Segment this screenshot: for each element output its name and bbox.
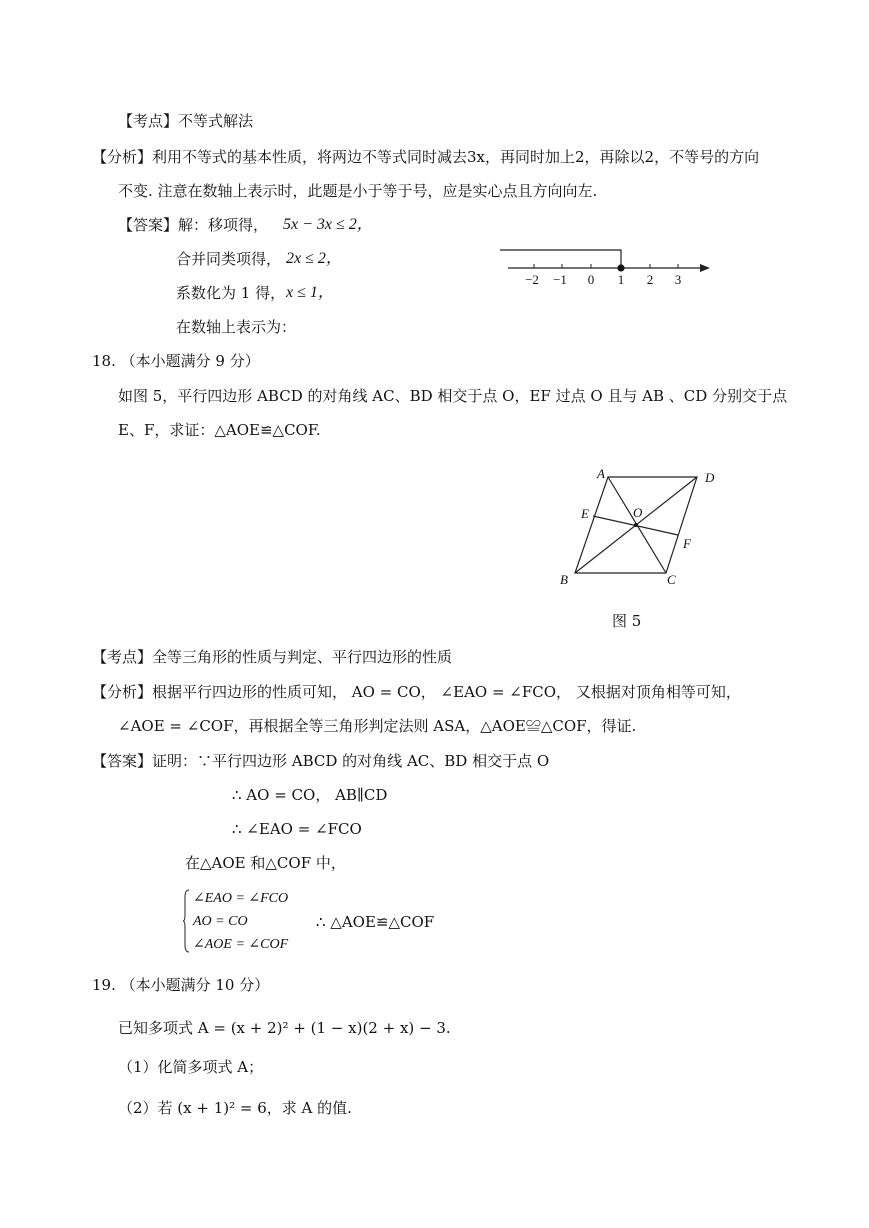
s18-answer-line2: ∴ AO = CO， AB∥CD [232, 786, 388, 804]
system-condition-2: AO = CO [193, 914, 248, 929]
s17-answer-label: 【答案】解：移项得， [118, 216, 269, 234]
tick-label: 3 [674, 272, 682, 287]
label-c: C [667, 572, 676, 587]
tick-label: 1 [617, 272, 625, 287]
label-f: F [683, 536, 691, 551]
label-b: B [560, 572, 568, 587]
s18-answer-line1: 【答案】证明：∵平行四边形 ABCD 的对角线 AC、BD 相交于点 O [92, 752, 550, 770]
point-o-marker [634, 523, 638, 527]
tick-label: 0 [587, 272, 595, 287]
s17-step3-label: 系数化为 1 得， [176, 284, 286, 302]
tick-label: 2 [646, 272, 654, 287]
label-d: D [705, 470, 715, 485]
arrow-right-icon [700, 264, 710, 272]
s18-fenxi-line1: 【分析】根据平行四边形的性质可知， AO = CO， ∠EAO = ∠FCO， 又根据对顶角相等可知， [92, 683, 741, 701]
s17-equation-3: x ≤ 1， [286, 284, 334, 301]
label-a: A [597, 466, 605, 481]
s17-kaodian: 【考点】不等式解法 [118, 112, 254, 130]
label-o: O [633, 505, 643, 520]
tick-label: −2 [525, 272, 539, 287]
system-condition-1: ∠EAO = ∠FCO [193, 891, 289, 906]
label-e: E [581, 506, 589, 521]
s17-step4: 在数轴上表示为： [176, 318, 297, 336]
solid-point-marker [617, 264, 624, 271]
s19-problem: 已知多项式 A = (x + 2)² + (1 − x)(2 + x) − 3. [118, 1019, 451, 1037]
s18-kaodian: 【考点】全等三角形的性质与判定、平行四边形的性质 [92, 648, 453, 666]
s18-conclusion: ∴ △AOE≌△COF [316, 913, 435, 931]
figure-caption: 图 5 [612, 612, 642, 630]
system-condition-3: ∠AOE = ∠COF [193, 937, 289, 952]
solution-ray [500, 250, 621, 268]
s18-problem-line2: E、F，求证：△AOE≌△COF. [118, 421, 321, 439]
s19-question-1: （1）化简多项式 A； [118, 1058, 264, 1076]
s18-answer-line3: ∴ ∠EAO = ∠FCO [232, 820, 362, 838]
s17-step2-label: 合并同类项得， [176, 250, 282, 268]
s17-fenxi-line2: 不变. 注意在数轴上表示时，此题是小于等于号，应是实心点且方向向左. [118, 182, 598, 200]
s17-equation-1: 5x − 3x ≤ 2， [283, 216, 373, 233]
s17-equation-2: 2x ≤ 2， [286, 250, 342, 267]
s19-header: 19. （本小题满分 10 分） [92, 976, 270, 994]
parallelogram-figure [550, 460, 730, 595]
s18-fenxi-line2: ∠AOE = ∠COF，再根据全等三角形判定法则 ASA，△AOE≌△COF，得证. [118, 717, 637, 735]
system-brace [183, 889, 190, 953]
s19-question-2: （2）若 (x + 1)² = 6，求 A 的值. [118, 1099, 352, 1117]
s18-answer-line4: 在△AOE 和△COF 中， [185, 854, 346, 872]
tick-label: −1 [553, 272, 567, 287]
s18-header: 18. （本小题满分 9 分） [92, 352, 260, 370]
s17-fenxi-line1: 【分析】利用不等式的基本性质，将两边不等式同时减去3x，再同时加上2，再除以2，不等号的方向 [92, 148, 760, 166]
s18-problem-line1: 如图 5，平行四边形 ABCD 的对角线 AC、BD 相交于点 O，EF 过点 O 且与 AB 、CD 分别交于点 [118, 387, 788, 405]
number-line [500, 238, 715, 288]
